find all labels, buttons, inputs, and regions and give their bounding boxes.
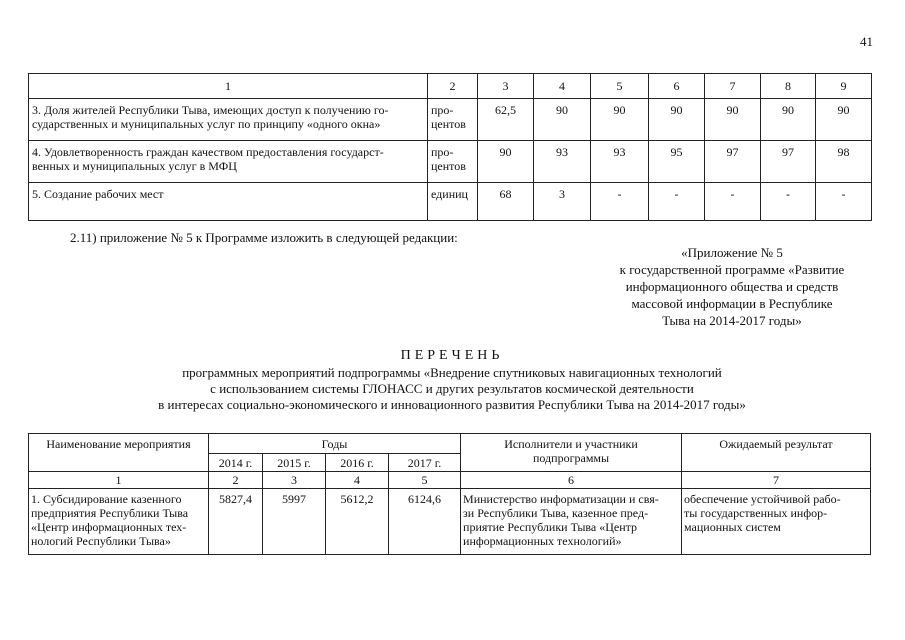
value-cell: - [705, 183, 761, 221]
indicators-table [28, 73, 872, 221]
executor-line: зи Республики Тыва, казенное пред- [463, 506, 649, 520]
table-row [29, 183, 872, 221]
header-cell: 1 [29, 74, 428, 99]
appendix-caption [597, 244, 867, 329]
header-cell [461, 434, 682, 472]
list-subtitle-line: с использованием системы ГЛОНАСС и других результатов космической деятельности [210, 381, 694, 396]
value-cell: 97 [761, 141, 816, 183]
value-cell: 90 [761, 99, 816, 141]
value-cell: 90 [816, 99, 872, 141]
value-cell: 62,5 [478, 99, 534, 141]
amendment-paragraph: 2.11) приложение № 5 к Программе изложить в следующей редакции: [70, 230, 458, 245]
header-cell: 2016 г. [326, 454, 389, 472]
table-header-row [29, 74, 872, 99]
value-cell: 5827,4 [209, 489, 263, 555]
value-cell: 6124,6 [389, 489, 461, 555]
table-row [29, 99, 872, 141]
value-cell: - [816, 183, 872, 221]
header-cell: 5 [389, 472, 461, 489]
header-cell: 1 [29, 472, 209, 489]
value-cell: 68 [478, 183, 534, 221]
list-subtitle-line: в интересах социально-экономического и инновационного развития Республики Тыва на 2014-2017 годы» [158, 397, 746, 412]
header-cell: 6 [461, 472, 682, 489]
indicator-unit [428, 183, 478, 221]
name-line: венных и муниципальных услуг в МФЦ [32, 159, 237, 173]
result-line: обеспечение устойчивой рабо- [684, 492, 841, 506]
unit-line: центов [431, 117, 466, 131]
unit-line: центов [431, 159, 466, 173]
table-row [29, 489, 871, 555]
result-line: мационных систем [684, 520, 781, 534]
name-line: сударственных и муниципальных услуг по принципу «одного окна» [32, 117, 381, 131]
value-cell: 3 [534, 183, 591, 221]
indicator-name [29, 183, 428, 221]
header-cell: Ожидаемый результат [682, 434, 871, 472]
header-cell: 8 [761, 74, 816, 99]
table-row [29, 141, 872, 183]
executor-line: приятие Республики Тыва «Центр [463, 520, 638, 534]
value-cell: 90 [478, 141, 534, 183]
header-cell: 4 [326, 472, 389, 489]
header-line: подпрограммы [532, 451, 610, 465]
name-line: нологий Республики Тыва» [31, 534, 171, 548]
header-cell: 7 [705, 74, 761, 99]
page-number: 41 [860, 34, 873, 49]
name-line: «Центр информационных тех- [31, 520, 187, 534]
name-line: 4. Удовлетворенность граждан качеством предоставления государст- [32, 145, 384, 159]
value-cell: 98 [816, 141, 872, 183]
executor-line: Министерство информатизации и свя- [463, 492, 659, 506]
header-cell: 6 [649, 74, 705, 99]
value-cell: 95 [649, 141, 705, 183]
measures-table [28, 433, 871, 555]
value-cell: 5612,2 [326, 489, 389, 555]
appendix-line: к государственной программе «Развитие [619, 262, 845, 277]
name-line: предприятия Республики Тыва [31, 506, 189, 520]
header-cell: 2015 г. [263, 454, 326, 472]
value-cell: 90 [591, 99, 649, 141]
header-cell: 3 [263, 472, 326, 489]
appendix-line: Тыва на 2014-2017 годы» [662, 313, 802, 328]
value-cell: 93 [534, 141, 591, 183]
header-cell: 2017 г. [389, 454, 461, 472]
header-cell: 2 [209, 472, 263, 489]
list-heading [28, 348, 876, 413]
executor-line: информационных технологий» [463, 534, 622, 548]
header-cell: Наименование мероприятия [29, 434, 209, 472]
value-cell: 90 [705, 99, 761, 141]
header-cell: Годы [209, 434, 461, 454]
table-number-row [29, 472, 871, 489]
result-cell [682, 489, 871, 555]
header-cell: 3 [478, 74, 534, 99]
value-cell: 5997 [263, 489, 326, 555]
value-cell: - [649, 183, 705, 221]
header-cell: 2014 г. [209, 454, 263, 472]
name-line: 3. Доля жителей Республики Тыва, имеющих доступ к получению го- [32, 103, 389, 117]
name-line: 1. Субсидирование казенного [31, 492, 182, 506]
indicator-name [29, 141, 428, 183]
value-cell: 90 [649, 99, 705, 141]
unit-line: про- [431, 103, 454, 117]
value-cell: - [761, 183, 816, 221]
appendix-line: информационного общества и средств [625, 279, 839, 294]
value-cell: 90 [534, 99, 591, 141]
measure-name [29, 489, 209, 555]
appendix-line: массовой информации в Республике [631, 296, 833, 311]
executors-cell [461, 489, 682, 555]
header-line: Исполнители и участники [504, 437, 638, 451]
list-subtitle-line: программных мероприятий подпрограммы «Внедрение спутниковых навигационных технологий [182, 365, 722, 380]
header-cell: 9 [816, 74, 872, 99]
indicator-name [29, 99, 428, 141]
header-cell: 4 [534, 74, 591, 99]
value-cell: - [591, 183, 649, 221]
header-cell: 2 [428, 74, 478, 99]
name-line: 5. Создание рабочих мест [32, 187, 164, 201]
value-cell: 93 [591, 141, 649, 183]
header-cell: 5 [591, 74, 649, 99]
appendix-line: «Приложение № 5 [681, 245, 783, 260]
header-cell: 7 [682, 472, 871, 489]
indicator-unit [428, 99, 478, 141]
unit-line: единиц [431, 187, 468, 201]
value-cell: 97 [705, 141, 761, 183]
indicator-unit [428, 141, 478, 183]
result-line: ты государственных инфор- [684, 506, 828, 520]
table-header-row [29, 434, 871, 454]
list-title: ПЕРЕЧЕНЬ [400, 348, 504, 363]
unit-line: про- [431, 145, 454, 159]
